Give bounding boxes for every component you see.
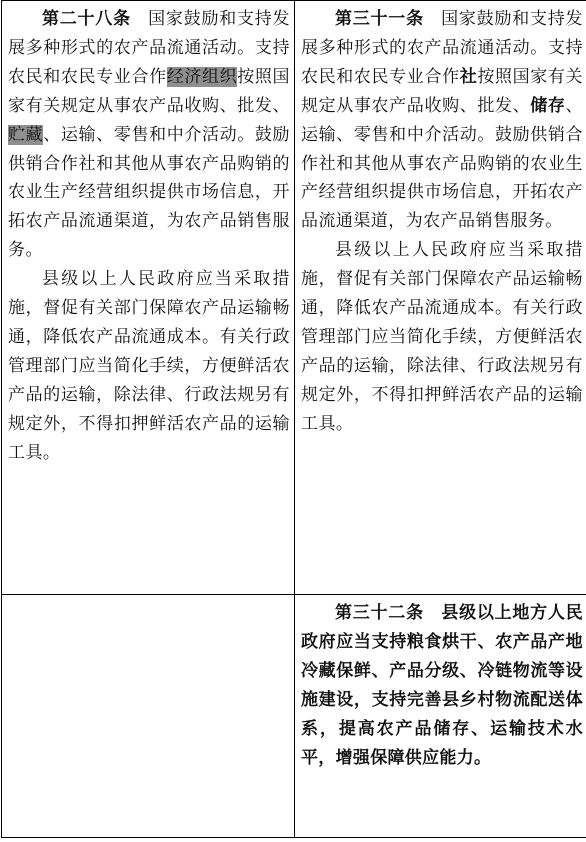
article-31-change-1: 社 <box>459 66 478 87</box>
article-28-paragraph-2: 县级以上人民政府应当采取措施，督促有关部门保障农产品运输畅通，降低农产品流通成本。有关行政管理部门应当简化手续，方便鲜活农产品的运输，除法律、行政法规另有规定外，不得扣押鲜活农产品的运输工具。 <box>8 269 290 463</box>
article-32-title: 第三十二条 <box>335 603 424 623</box>
comparison-table <box>1 0 586 838</box>
table-row <box>2 595 586 838</box>
article-31-text-2: 按照国家有关规定从事农产品收购、批发、 <box>301 66 583 116</box>
article-31-text-3: 、运输、零售和中介活动。鼓励供销合作社和其他从事农产品购销的农业生产经营组织提供市场信息，开拓农产品流通渠道，为农产品销售服务。 <box>301 95 583 232</box>
new-article-cell <box>295 595 586 838</box>
new-text-cell <box>295 1 586 595</box>
article-28-paragraph <box>8 5 290 265</box>
article-31-text-1: 国家鼓励和支持发展多种形式的农产品流通活动。支持农民和农民专业合作 <box>301 9 583 87</box>
article-28-text-1: 国家鼓励和支持发展多种形式的农产品流通活动。支持农民和农民专业合作 <box>8 9 290 87</box>
article-32-text: 县级以上地方人民政府应当支持粮食烘干、农产品产地冷藏保鲜、产品分级、冷链物流等设施建设，支持完善县乡村物流配送体系，提高农产品储存、运输技术水平，增强保障供应能力。 <box>301 603 583 768</box>
article-28-highlight-2: 贮藏 <box>8 124 44 145</box>
article-31-title: 第三十一条 <box>335 9 424 29</box>
article-31-change-2: 储存 <box>530 95 566 116</box>
article-28-text-2: 按照国家有关规定从事农产品收购、批发、 <box>8 66 290 116</box>
old-text-cell <box>2 1 295 595</box>
empty-cell <box>2 595 295 838</box>
article-32-paragraph <box>301 599 583 772</box>
article-28-text-3: 、运输、零售和中介活动。鼓励供销合作社和其他从事农产品购销的农业生产经营组织提供市场信息，开拓农产品流通渠道，为农产品销售服务。 <box>8 124 290 261</box>
article-31-paragraph-2: 县级以上人民政府应当采取措施，督促有关部门保障农产品运输畅通，降低农产品流通成本。有关行政管理部门应当简化手续，方便鲜活农产品的运输，除法律、行政法规另有规定外，不得扣押鲜活农产品的运输工具。 <box>301 240 583 434</box>
article-28-highlight-1: 经济组织 <box>166 66 238 87</box>
article-31-paragraph <box>301 5 583 236</box>
table-row <box>2 1 586 595</box>
article-28-title: 第二十八条 <box>42 9 131 29</box>
